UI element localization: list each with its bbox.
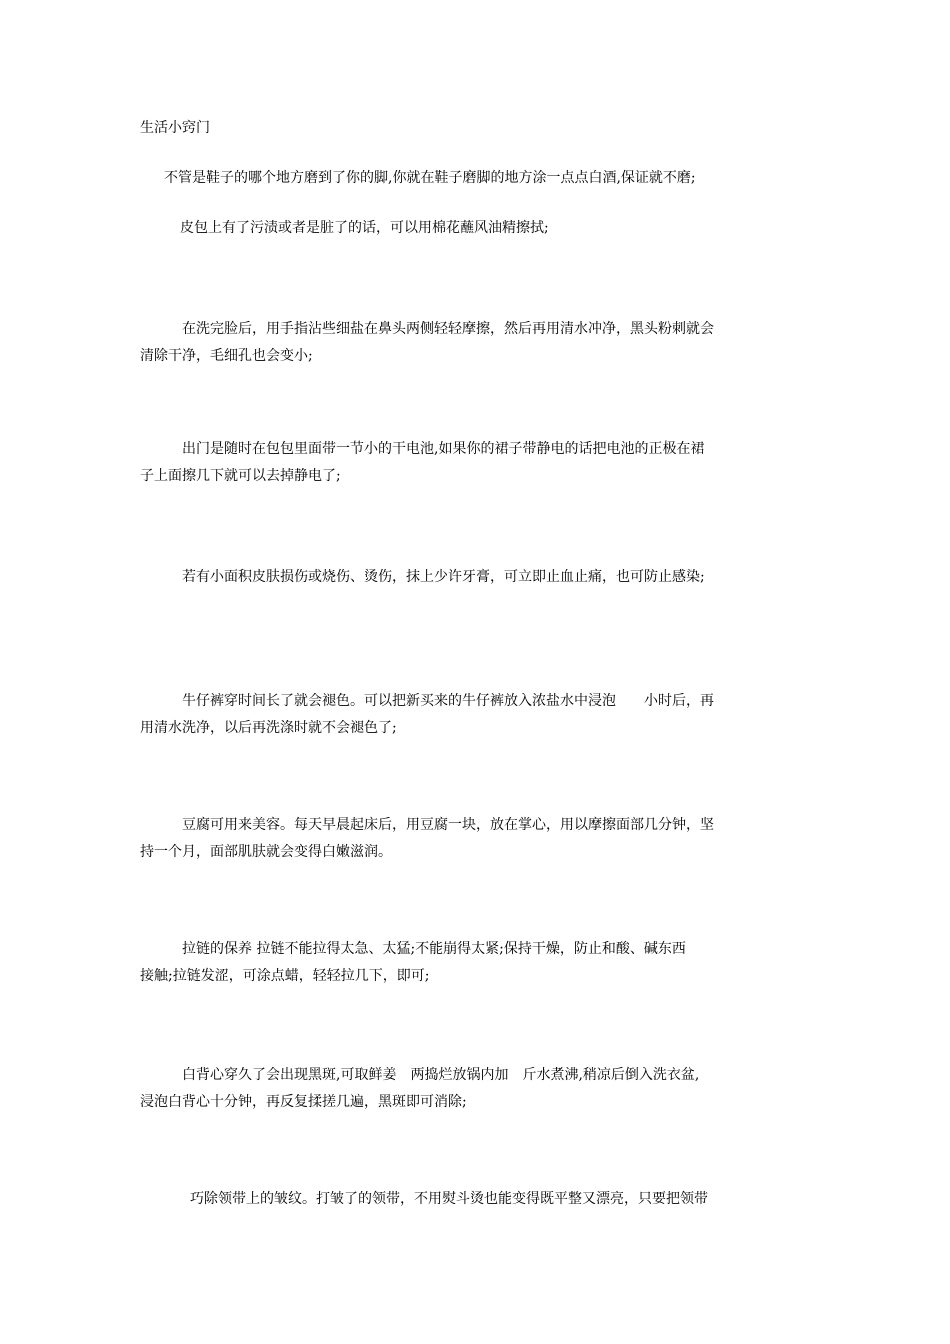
paragraph-tie-tip <box>140 1186 812 1213</box>
paragraph-line: 不管是鞋子的哪个地方磨到了你的脚,你就在鞋子磨脚的地方涂一点点白酒,保证就不磨; <box>164 170 696 186</box>
paragraph-line: 清除干净，毛细孔也会变小; <box>140 348 313 364</box>
paragraph-line: 持一个月，面部肌肤就会变得白嫩滋润。 <box>140 844 392 860</box>
paragraph-line: 出门是随时在包包里面带一节小的干电池,如果你的裙子带静电的话把电池的正极在裙 <box>182 441 705 457</box>
paragraph-shoe-tip <box>140 165 812 192</box>
paragraph-face-wash-tip <box>140 316 812 370</box>
paragraph-line: 浸泡白背心十分钟，再反复揉搓几遍，黑斑即可消除; <box>140 1094 467 1110</box>
paragraph-line: 皮包上有了污渍或者是脏了的话，可以用棉花蘸风油精擦拭; <box>180 220 549 236</box>
paragraph-line: 在洗完脸后，用手指沾些细盐在鼻头两侧轻轻摩擦，然后再用清水冲净，黑头粉刺就会 <box>182 321 714 337</box>
paragraph-white-vest-tip <box>140 1062 812 1116</box>
paragraph-static-tip <box>140 436 812 490</box>
paragraph-tofu-tip <box>140 812 812 866</box>
paragraph-line: 拉链的保养 拉链不能拉得太急、太猛;不能崩得太紧;保持干燥，防止和酸、碱东西 <box>182 941 686 957</box>
paragraph-line: 若有小面积皮肤损伤或烧伤、烫伤，抹上少许牙膏，可立即止血止痛，也可防止感染; <box>182 569 705 585</box>
paragraph-line: 子上面擦几下就可以去掉静电了; <box>140 468 341 484</box>
paragraph-line: 豆腐可用来美容。每天早晨起床后，用豆腐一块，放在掌心，用以摩擦面部几分钟，坚 <box>182 817 714 833</box>
paragraph-burn-tip <box>140 564 812 591</box>
paragraph-line: 牛仔裤穿时间长了就会褪色。可以把新买来的牛仔裤放入浓盐水中浸泡 小时后，再 <box>182 693 714 709</box>
paragraph-zipper-tip <box>140 936 812 990</box>
paragraph-jeans-tip <box>140 688 812 742</box>
paragraph-line: 用清水洗净，以后再洗涤时就不会褪色了; <box>140 720 397 736</box>
document-title: 生活小窍门 <box>140 120 210 136</box>
paragraph-line: 接触;拉链发涩，可涂点蜡，轻轻拉几下，即可; <box>140 968 430 984</box>
paragraph-leather-bag-tip <box>140 215 812 242</box>
paragraph-line: 巧除领带上的皱纹。打皱了的领带，不用熨斗烫也能变得既平整又漂亮，只要把领带 <box>190 1191 708 1207</box>
paragraph-line: 白背心穿久了会出现黑斑,可取鲜姜 两捣烂放锅内加 斤水煮沸,稍凉后倒入洗衣盆, <box>182 1067 700 1083</box>
